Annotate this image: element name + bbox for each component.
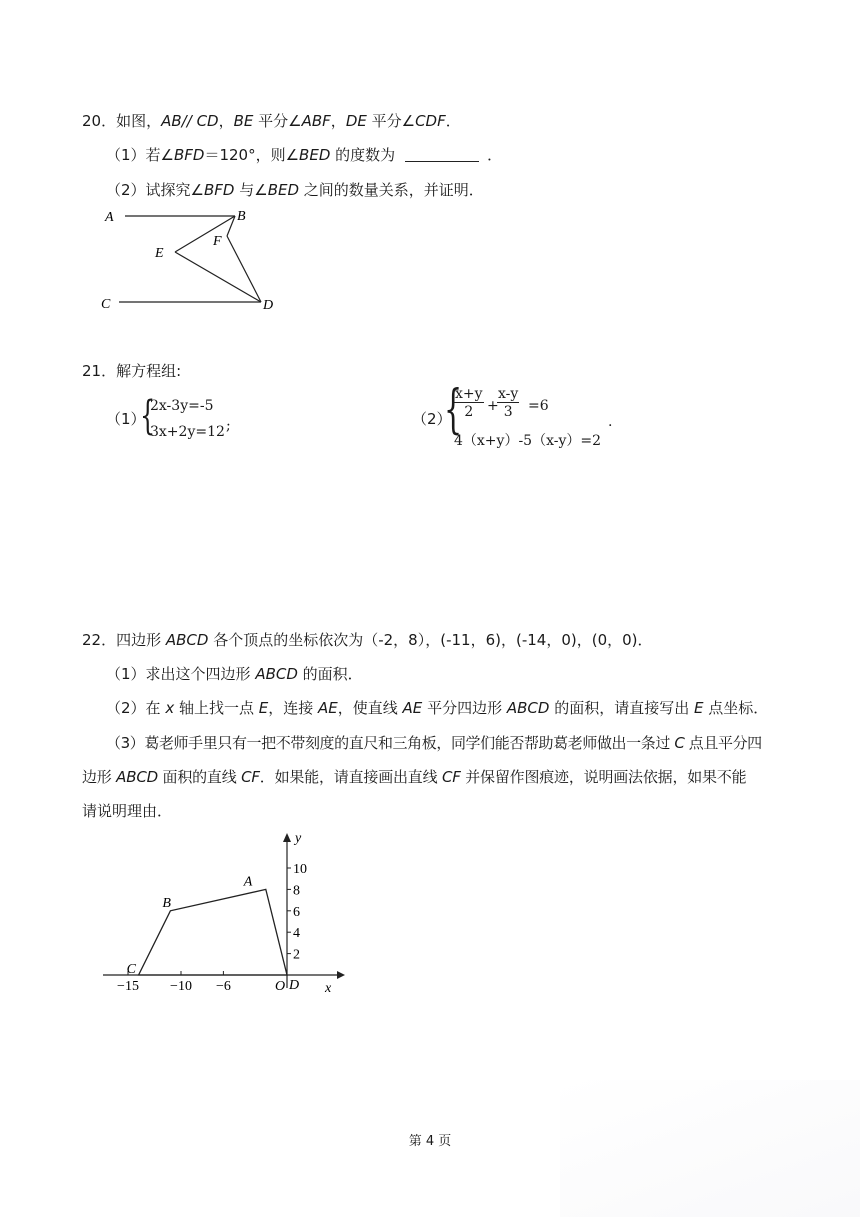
label-d: D — [263, 298, 274, 313]
x-tick-label: −6 — [215, 979, 231, 994]
origin-label: O — [275, 979, 286, 994]
y-tick-label: 6 — [293, 904, 300, 920]
x-axis-label: x — [325, 981, 332, 996]
q21-part1-label: （1） — [106, 410, 146, 428]
q22-part1: （1）求出这个四边形 ABCD 的面积． — [106, 665, 363, 683]
q20-part1: （1）若∠BFD＝120°，则∠BED 的度数为 ． — [106, 146, 503, 164]
label-a: A — [105, 210, 114, 225]
q21-p2-rhs1: =6 — [528, 398, 549, 414]
label-b: B — [237, 209, 246, 224]
left-brace: { — [140, 393, 156, 439]
q22-stem: 22．四边形 ABCD 各个顶点的坐标依次为（-2，8），(-11，6)，(-14，0)，(0，0)． — [82, 631, 653, 649]
answer-blank[interactable] — [405, 147, 479, 162]
left-brace: { — [444, 380, 463, 440]
label-f: F — [213, 234, 222, 249]
q21-p2-plus: + — [487, 398, 499, 414]
q21-p1-end: ; — [226, 418, 231, 434]
segment-be — [175, 216, 235, 252]
label-c: C — [101, 297, 111, 312]
x-tick-label: −10 — [170, 979, 192, 994]
q21-p2-eq2: 4（x+y）-5（x-y）=2 — [454, 433, 602, 449]
page-number: 第 4 页 — [408, 1134, 452, 1149]
q20-part2: （2）试探究∠BFD 与∠BED 之间的数量关系，并证明． — [106, 181, 484, 199]
q22-part2: （2）在 x 轴上找一点 E，连接 AE，使直线 AE 平分四边形 ABCD 的面积，请直接写出 E 点坐标． — [106, 699, 769, 717]
point-label-b: B — [162, 895, 171, 911]
y-tick-label: 10 — [293, 862, 307, 877]
point-label-a: A — [243, 874, 253, 890]
y-axis-label: y — [295, 831, 302, 846]
quadrilateral-abcd — [139, 889, 287, 975]
q22-part3-line3: 请说明理由． — [82, 802, 173, 820]
q21-p2-end: . — [608, 414, 613, 430]
q21-p2-frac2: x-y 3 — [498, 386, 519, 420]
q21-p1-eq2: 3x+2y=12 — [150, 424, 225, 440]
q21-part2-label: （2） — [412, 410, 452, 428]
scan-glare — [560, 1080, 860, 1217]
q21-stem: 21．解方程组: — [82, 362, 182, 380]
q22-part3-line2: 边形 ABCD 面积的直线 CF．如果能，请直接画出直线 CF 并保留作图痕迹，说明画法依据，如果不能 — [82, 768, 747, 786]
y-tick-label: 2 — [293, 947, 300, 963]
y-axis-arrow — [283, 833, 291, 842]
point-label-c: C — [126, 962, 136, 977]
y-tick-label: 4 — [293, 926, 300, 942]
x-axis-arrow — [337, 971, 345, 979]
q21-p2-frac1: x+y 2 — [455, 386, 483, 420]
y-tick-label: 8 — [293, 883, 300, 899]
point-label-d: D — [289, 978, 300, 993]
q22-coordinate-graph — [95, 828, 345, 998]
x-tick-label: −15 — [117, 979, 139, 994]
q21-p1-eq1: 2x-3y=-5 — [150, 398, 214, 414]
q20-stem: 20．如图，AB// CD，BE 平分∠ABF，DE 平分∠CDF． — [82, 112, 461, 130]
q20-figure — [95, 200, 295, 320]
q22-part3-line1: （3）葛老师手里只有一把不带刻度的直尺和三角板，同学们能否帮助葛老师做出一条过 C 点且平分四 — [106, 734, 762, 752]
label-e: E — [155, 246, 164, 261]
